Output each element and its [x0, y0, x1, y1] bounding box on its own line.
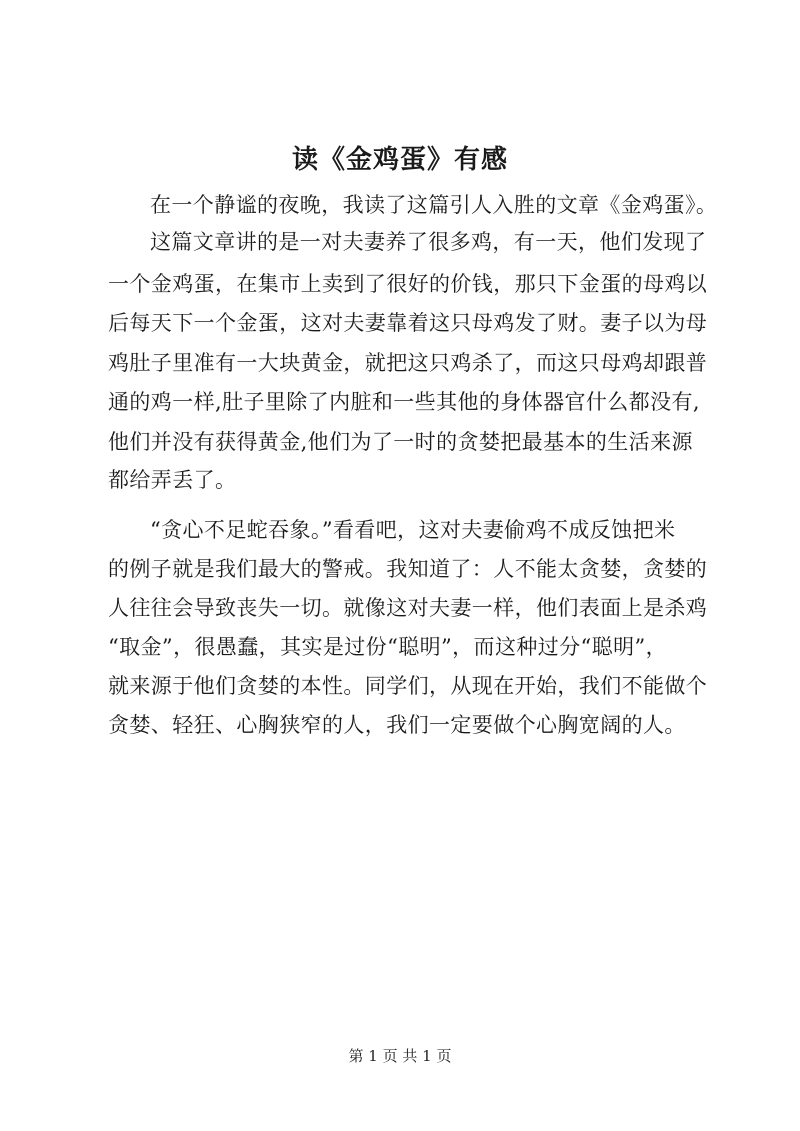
paragraph-line: 通的鸡一样,肚子里除了内脏和一些其他的身体器官什么都没有, [108, 390, 700, 414]
paragraph-line: 贪婪、轻狂、心胸狭窄的人，我们一定要做个心胸宽阔的人。 [108, 713, 686, 737]
paragraph-line: “贪心不足蛇吞象。”看看吧，这对夫妻偷鸡不成反蚀把米 [150, 518, 676, 542]
paragraph-line: 就来源于他们贪婪的本性。同学们，从现在开始，我们不能做个 [108, 674, 708, 698]
paragraph-line: 后每天下一个金蛋，这对夫妻靠着这只母鸡发了财。妻子以为母 [108, 311, 708, 335]
paragraph-line: “取金”，很愚蠢，其实是过份“聪明”，而这种过分“聪明”， [108, 635, 668, 659]
paragraph-line: 他们并没有获得黄金,他们为了一时的贪婪把最基本的生活来源 [108, 430, 693, 454]
paragraph-line: 在一个静谧的夜晚，我读了这篇引人入胜的文章《金鸡蛋》。 [150, 193, 718, 217]
paragraph-line: 一个金鸡蛋，在集市上卖到了很好的价钱，那只下金蛋的母鸡以 [108, 272, 708, 296]
paragraph-line: 鸡肚子里准有一大块黄金，就把这只鸡杀了，而这只母鸡却跟普 [108, 351, 708, 375]
paragraph-line: 这篇文章讲的是一对夫妻养了很多鸡，有一天，他们发现了 [150, 230, 707, 254]
paragraph-line: 的例子就是我们最大的警戒。我知道了：人不能太贪婪，贪婪的 [108, 557, 708, 581]
paragraph-line: 都给弄丢了。 [108, 468, 237, 492]
page-footer: 第 1 页 共 1 页 [348, 1047, 452, 1065]
document-title: 读《金鸡蛋》有感 [291, 145, 508, 175]
paragraph-line: 人往往会导致丧失一切。就像这对夫妻一样，他们表面上是杀鸡 [108, 596, 708, 620]
